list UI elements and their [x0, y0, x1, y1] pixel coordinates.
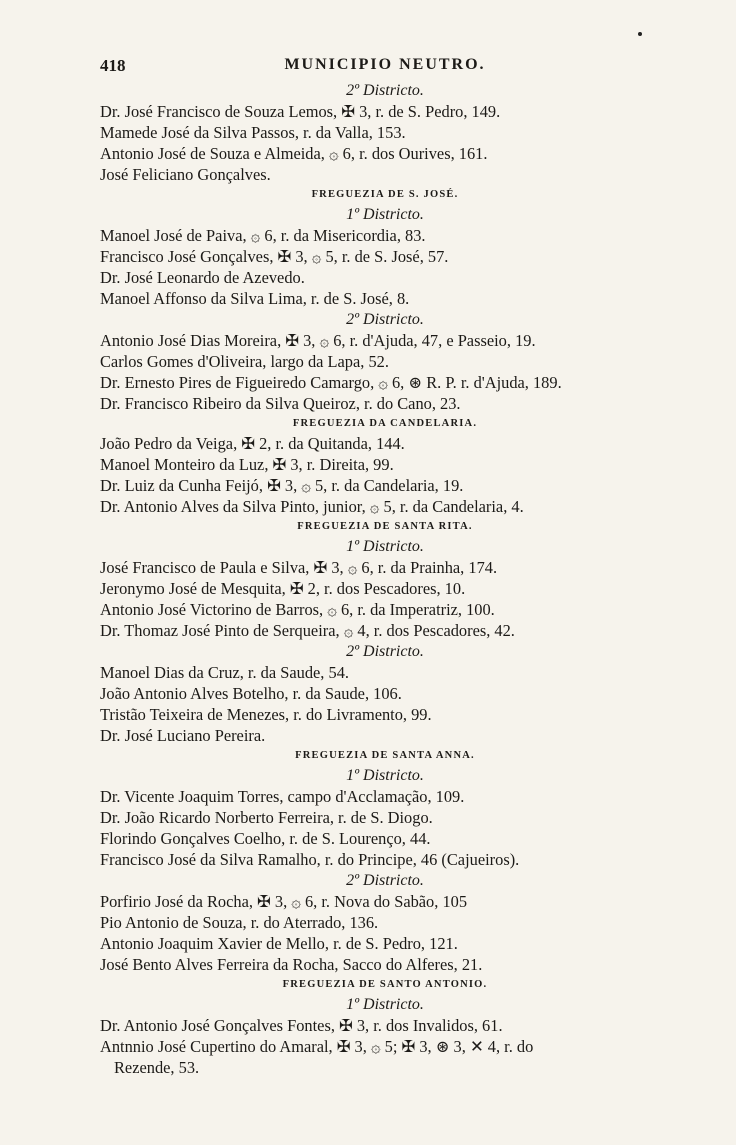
directory-entry: João Pedro da Veiga, ✠ 2, r. da Quitanda, 144. [100, 434, 405, 453]
page-title: MUNICIPIO NEUTRO. [284, 56, 486, 73]
directory-entry: Manoel Dias da Cruz, r. da Saude, 54. [100, 663, 349, 682]
district-heading: 2º Districto. [346, 82, 424, 99]
directory-entry: Manoel José de Paiva, ۞ 6, r. da Misericordia, 83. [100, 226, 426, 245]
document-page [100, 56, 670, 1078]
directory-entry: Dr. Antonio Alves da Silva Pinto, junior, ۞ 5, r. da Candelaria, 4. [100, 497, 524, 516]
directory-entry: Dr. João Ricardo Norberto Ferreira, r. de S. Diogo. [100, 808, 433, 827]
directory-entry: Francisco José Gonçalves, ✠ 3, ۞ 5, r. de S. José, 57. [100, 247, 449, 266]
parish-heading: FREGUEZIA DE SANTA ANNA. [295, 750, 475, 761]
directory-entry: Dr. José Luciano Pereira. [100, 726, 266, 745]
directory-entry: Francisco José da Silva Ramalho, r. do Principe, 46 (Cajueiros). [100, 850, 520, 869]
district-heading: 2º Districto. [346, 872, 424, 889]
directory-entry: Manoel Affonso da Silva Lima, r. de S. José, 8. [100, 289, 410, 308]
directory-entry: João Antonio Alves Botelho, r. da Saude, 106. [100, 684, 402, 703]
directory-entry: Antonio José de Souza e Almeida, ۞ 6, r. dos Ourives, 161. [100, 144, 488, 163]
directory-list [100, 80, 670, 1078]
directory-entry: Antnnio José Cupertino do Amaral, ✠ 3, ۞ 5; ✠ 3, ⊛ 3, ✕ 4, r. do [100, 1037, 534, 1056]
parish-heading: FREGUEZIA DE S. JOSÉ. [311, 189, 459, 200]
directory-entry: Florindo Gonçalves Coelho, r. de S. Lourenço, 44. [100, 829, 431, 848]
directory-entry: Antonio José Dias Moreira, ✠ 3, ۞ 6, r. d'Ajuda, 47, e Passeio, 19. [100, 331, 536, 350]
directory-entry: Manoel Monteiro da Luz, ✠ 3, r. Direita, 99. [100, 455, 394, 474]
directory-entry: José Bento Alves Ferreira da Rocha, Sacco do Alferes, 21. [100, 955, 483, 974]
directory-entry: José Francisco de Paula e Silva, ✠ 3, ۞ 6, r. da Prainha, 174. [100, 558, 498, 577]
directory-entry: Dr. Thomaz José Pinto de Serqueira, ۞ 4, r. dos Pescadores, 42. [100, 621, 515, 640]
directory-entry: Dr. Vicente Joaquim Torres, campo d'Acclamação, 109. [100, 787, 465, 806]
ink-speck [638, 32, 642, 36]
page-header [100, 56, 670, 80]
district-heading: 1º Districto. [346, 767, 424, 784]
directory-entry: Carlos Gomes d'Oliveira, largo da Lapa, 52. [100, 352, 389, 371]
directory-entry: Mamede José da Silva Passos, r. da Valla, 153. [100, 123, 406, 142]
directory-entry: Jeronymo José de Mesquita, ✠ 2, r. dos Pescadores, 10. [100, 579, 466, 598]
district-heading: 2º Districto. [346, 311, 424, 328]
district-heading: 1º Districto. [346, 996, 424, 1013]
entry-continuation: Rezende, 53. [114, 1058, 200, 1077]
page-number: 418 [100, 56, 126, 75]
directory-entry: Antonio Joaquim Xavier de Mello, r. de S. Pedro, 121. [100, 934, 458, 953]
parish-heading: FREGUEZIA DA CANDELARIA. [292, 418, 478, 429]
district-heading: 1º Districto. [346, 538, 424, 555]
directory-entry: Porfirio José da Rocha, ✠ 3, ۞ 6, r. Nova do Sabão, 105 [100, 892, 468, 911]
directory-entry: Tristão Teixeira de Menezes, r. do Livramento, 99. [100, 705, 432, 724]
parish-heading: FREGUEZIA DE SANTA RITA. [297, 521, 473, 532]
directory-entry: José Feliciano Gonçalves. [100, 165, 271, 184]
directory-entry: Antonio José Victorino de Barros, ۞ 6, r. da Imperatriz, 100. [100, 600, 495, 619]
district-heading: 1º Districto. [346, 206, 424, 223]
directory-entry: Dr. Luiz da Cunha Feijó, ✠ 3, ۞ 5, r. da Candelaria, 19. [100, 476, 464, 495]
directory-entry: Dr. Francisco Ribeiro da Silva Queiroz, r. do Cano, 23. [100, 394, 461, 413]
directory-entry: Pio Antonio de Souza, r. do Aterrado, 136. [100, 913, 379, 932]
directory-entry: Dr. Ernesto Pires de Figueiredo Camargo, ۞ 6, ⊛ R. P. r. d'Ajuda, 189. [100, 373, 562, 392]
parish-heading: FREGUEZIA DE SANTO ANTONIO. [282, 979, 488, 990]
directory-entry: Dr. José Francisco de Souza Lemos, ✠ 3, r. de S. Pedro, 149. [100, 102, 501, 121]
directory-entry: Dr. José Leonardo de Azevedo. [100, 268, 305, 287]
district-heading: 2º Districto. [346, 643, 424, 660]
directory-entry: Dr. Antonio José Gonçalves Fontes, ✠ 3, r. dos Invalidos, 61. [100, 1016, 503, 1035]
